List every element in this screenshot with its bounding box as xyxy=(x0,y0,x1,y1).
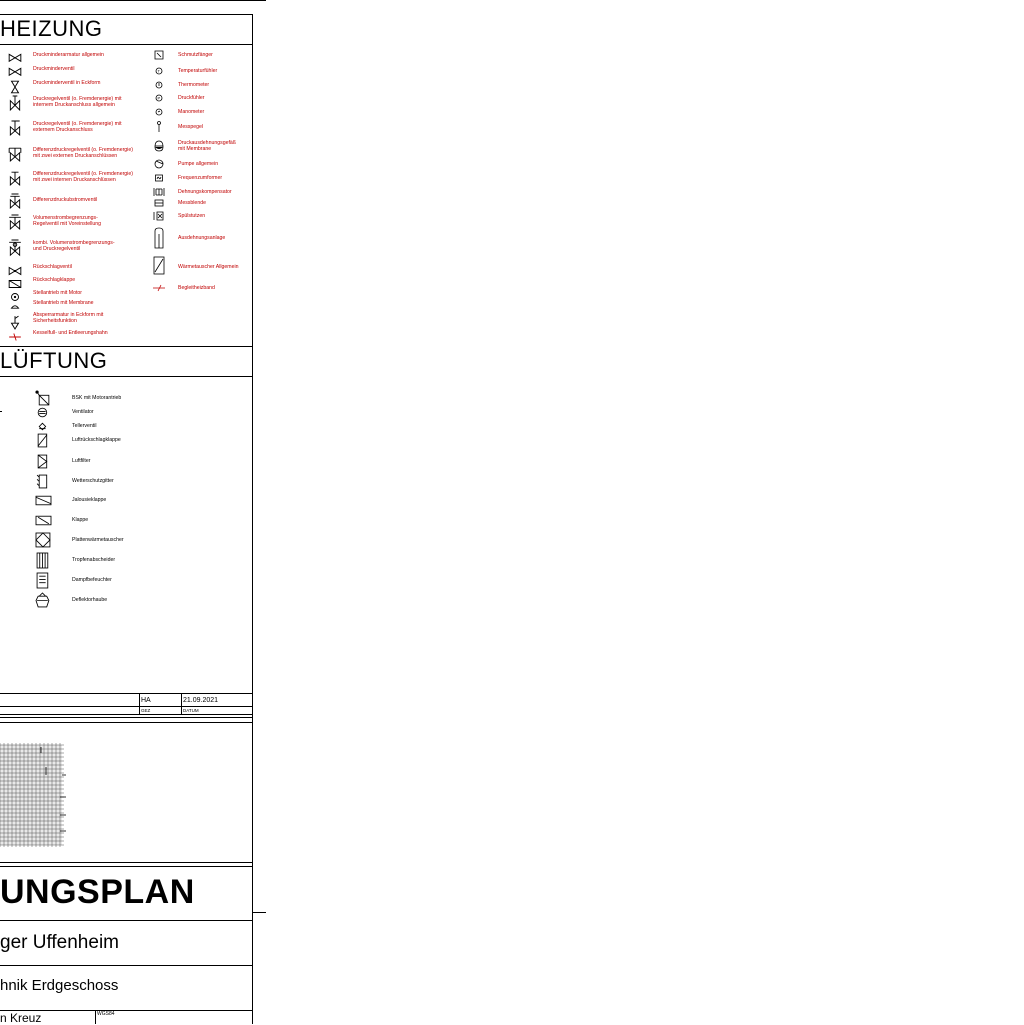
overflow-valve-icon xyxy=(8,192,22,215)
flow-limiter-icon xyxy=(8,213,22,236)
heizung-title-underline xyxy=(0,44,252,45)
expansion-unit-icon xyxy=(153,226,165,255)
heizung-bottom-line xyxy=(0,346,252,347)
heizung-legend-label: Ausdehnungsanlage xyxy=(178,235,226,241)
heizung-title: HEIZUNG xyxy=(0,16,103,41)
location-name: n Kreuz xyxy=(0,1011,42,1025)
lueftung-legend-label: Tellerventil xyxy=(72,423,97,429)
heizung-legend-label: Messblende xyxy=(178,200,206,206)
heizung-legend-label: Druckregelventil (o. Fremdenergie) mit externem Druckanschluss xyxy=(33,121,122,134)
heizung-legend-label: Rückschlagventil xyxy=(33,264,72,270)
heizung-legend-label: Wärmetauscher Allgemein xyxy=(178,264,239,270)
combi-valve-icon xyxy=(8,238,22,261)
keymap-bottom-line xyxy=(0,862,252,863)
steam-humidifier-icon xyxy=(36,573,51,593)
pressure-regulator-icon xyxy=(8,94,22,117)
keymap-top-line xyxy=(0,722,252,723)
heizung-legend-label: Messpegel xyxy=(178,124,204,130)
heizung-legend-label: Frequenzumformer xyxy=(178,175,223,181)
heizung-legend-label: Differenzdruckregelventil (o. Fremdenergie) mit zwei externen Druckanschlüssen xyxy=(33,147,133,160)
lueftung-legend-label: Ventilator xyxy=(72,409,94,415)
frame-tick xyxy=(252,912,266,913)
heizung-legend-label: Druckausdehnungsgefäß mit Membrane xyxy=(178,140,236,153)
heizung-legend-label: Druckfühler xyxy=(178,95,205,101)
heizung-legend-label: Stellantrieb mit Membrane xyxy=(33,300,94,306)
trace-heating-icon xyxy=(150,281,168,300)
lueftung-legend-label: BSK mit Motorantrieb xyxy=(72,395,122,401)
revision-double-line xyxy=(0,717,252,718)
heizung-legend-label: Druckminderarmatur allgemein xyxy=(33,52,104,58)
heizung-legend-label: Manometer xyxy=(178,109,205,115)
heizung-legend-label: Druckminderventil xyxy=(33,66,75,72)
lueftung-legend-label: Dampfbefeuchter xyxy=(72,577,112,583)
heizung-legend-label: Thermometer xyxy=(178,82,210,88)
heizung-legend-label: kombi. Volumenstrombegrenzungs- und Druckregelventil xyxy=(33,240,115,253)
heizung-legend-label: Temperaturfühler xyxy=(178,68,218,74)
heizung-legend-label: Spülstutzen xyxy=(178,213,206,219)
weather-grille-icon xyxy=(36,474,51,494)
svg-text:T: T xyxy=(157,68,160,74)
lueftung-title: LÜFTUNG xyxy=(0,348,108,373)
droplet-separator-icon xyxy=(36,553,51,573)
title-cell-divider xyxy=(95,1010,96,1024)
heizung-legend-label: Schmutzfänger xyxy=(178,52,213,58)
plan-subject: hnik Erdgeschoss xyxy=(0,977,119,994)
leader-line-stub xyxy=(0,411,2,412)
lueftung-legend-label: Luftfilter xyxy=(72,458,91,464)
lueftung-legend-label: Plattenwärmetauscher xyxy=(72,537,124,543)
heizung-legend-label: Dehnungskompensator xyxy=(178,189,232,195)
revision-initials-label: GEZ xyxy=(141,708,151,713)
lueftung-legend-label: Wetterschutzgitter xyxy=(72,478,114,484)
keymap-double-line xyxy=(0,866,252,867)
damper-icon xyxy=(36,513,51,533)
key-map-grid xyxy=(0,735,72,853)
heizung-legend-label: Pumpe allgemein xyxy=(178,161,219,167)
lueftung-legend-label: Tropfenabscheider xyxy=(72,557,116,563)
lueftung-legend-label: Klappe xyxy=(72,517,89,523)
heizung-top-line xyxy=(0,14,252,15)
coordinate-system: WGS84 xyxy=(97,1011,115,1017)
lueftung-title-underline xyxy=(0,376,252,377)
air-filter-icon xyxy=(36,454,51,474)
expansion-vessel-icon xyxy=(153,139,165,158)
revision-top-line xyxy=(0,693,252,694)
revision-date-label: DATUM xyxy=(183,708,199,713)
project-name: ger Uffenheim xyxy=(0,932,119,953)
heat-exchanger-icon xyxy=(153,257,165,282)
title-line-1 xyxy=(0,920,252,921)
heizung-legend-label: Druckminderventil in Eckform xyxy=(33,80,101,86)
plan-type-title: UNGSPLAN xyxy=(0,873,195,911)
louvre-damper-icon xyxy=(36,493,51,513)
level-gauge-icon xyxy=(153,120,165,139)
pressure-regulator-external-icon xyxy=(8,119,22,142)
heizung-legend-label: Stellantrieb mit Motor xyxy=(33,290,83,296)
revision-initials: HA xyxy=(141,697,151,704)
heizung-legend-label: Druckregelventil (o. Fremdenergie) mit internem Druckanschluss allgemein xyxy=(33,96,122,109)
plate-heat-exchanger-icon xyxy=(36,533,51,553)
revision-mid-line xyxy=(0,706,252,707)
revision-divider-1 xyxy=(139,693,140,714)
heizung-legend-label: Begleitheizband xyxy=(178,285,215,291)
diff-pressure-valve-internal-icon xyxy=(8,169,22,192)
heizung-legend-label: Kesselfull- und Entleerungshahn xyxy=(33,330,108,336)
heizung-legend-label: Absperrarmatur in Eckform mit Sicherheitsfunktion xyxy=(33,312,104,325)
deflector-hood-icon xyxy=(36,593,51,613)
lueftung-legend-label: Luftrückschlagklappe xyxy=(72,437,121,443)
lueftung-legend-label: Deflektorhaube xyxy=(72,597,108,603)
heizung-legend-label: Differenzdruckregelventil (o. Fremdenergie) mit zwei internen Druckanschlüssen xyxy=(33,171,133,184)
frame-right-border xyxy=(252,14,253,1024)
air-check-flap-icon xyxy=(36,433,51,453)
svg-text:P: P xyxy=(157,95,161,101)
heizung-legend-label: Volumenstrombegrenzungs- Regelventil mit Voreinstellung xyxy=(33,215,102,228)
title-line-2 xyxy=(0,965,252,966)
revision-bottom-line xyxy=(0,714,252,715)
revision-divider-2 xyxy=(181,693,182,714)
heizung-legend-label: Differenzdruckubstromventil xyxy=(33,197,98,203)
lueftung-legend-label: Jalousieklappe xyxy=(72,497,107,503)
revision-date: 21.09.2021 xyxy=(183,697,219,704)
heizung-legend-label: Rückschlagklappe xyxy=(33,277,76,283)
diff-pressure-valve-icon xyxy=(8,145,22,168)
frame-top-line xyxy=(0,0,266,1)
